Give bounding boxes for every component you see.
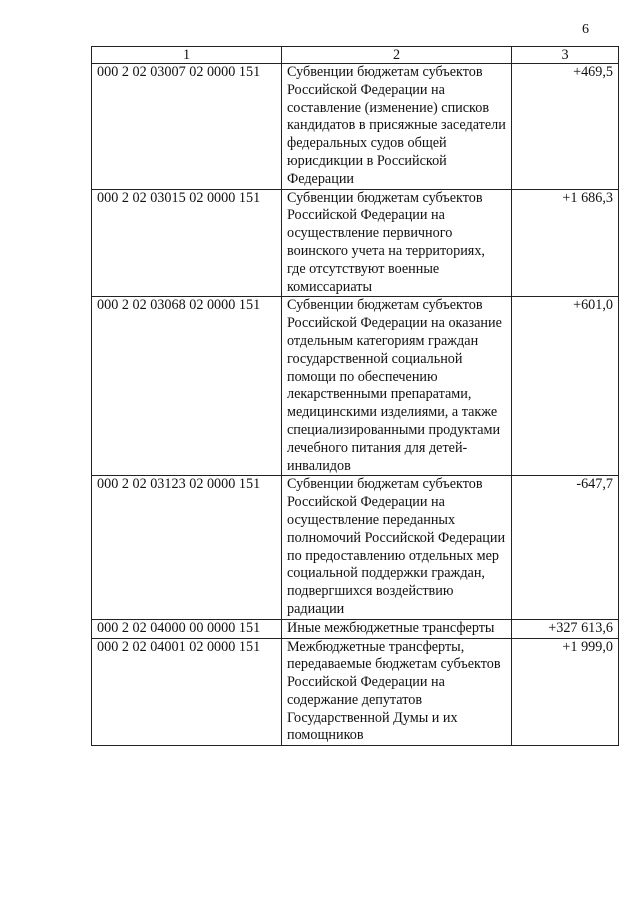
table-row (92, 619, 619, 638)
row-description: Субвенции бюджетам субъектов Российской Федерации на оказание отдельным категориям граждан государственной социальной помощи по обеспечению лекарственными препаратами, медицинскими изделиями, а также специализированными продуктами лечебного питания для детей-инвалидов (282, 297, 512, 476)
row-amount: -647,7 (512, 476, 619, 619)
row-description: Субвенции бюджетам субъектов Российской Федерации на осуществление переданных полномочий Российской Федерации по предоставлению отдельных мер социальной поддержки граждан, подвергшихся воздействию радиации (282, 476, 512, 619)
classification-code: 000 2 02 03068 02 0000 151 (92, 297, 282, 476)
table-row (92, 638, 619, 746)
budget-table (91, 46, 619, 746)
classification-code: 000 2 02 03007 02 0000 151 (92, 64, 282, 190)
row-description: Межбюджетные трансферты, передаваемые бюджетам субъектов Российской Федерации на содержание депутатов Государственной Думы и их помощников (282, 638, 512, 746)
row-description: Субвенции бюджетам субъектов Российской Федерации на составление (изменение) списков кандидатов в присяжные заседатели федеральных судов общей юрисдикции в Российской Федерации (282, 64, 512, 190)
classification-code: 000 2 02 03015 02 0000 151 (92, 189, 282, 297)
row-amount: +327 613,6 (512, 619, 619, 638)
header-row (92, 47, 619, 64)
row-amount: +601,0 (512, 297, 619, 476)
table-row (92, 64, 619, 190)
row-amount: +1 999,0 (512, 638, 619, 746)
classification-code: 000 2 02 03123 02 0000 151 (92, 476, 282, 619)
column-header-1: 1 (92, 47, 282, 64)
column-header-2: 2 (282, 47, 512, 64)
table-row (92, 476, 619, 619)
page-number: 6 (582, 22, 589, 37)
row-description: Иные межбюджетные трансферты (282, 619, 512, 638)
column-header-3: 3 (512, 47, 619, 64)
classification-code: 000 2 02 04001 02 0000 151 (92, 638, 282, 746)
row-amount: +469,5 (512, 64, 619, 190)
table-row (92, 297, 619, 476)
row-description: Субвенции бюджетам субъектов Российской Федерации на осуществление первичного воинского учета на территориях, где отсутствуют военные комиссариаты (282, 189, 512, 297)
table-row (92, 189, 619, 297)
row-amount: +1 686,3 (512, 189, 619, 297)
classification-code: 000 2 02 04000 00 0000 151 (92, 619, 282, 638)
